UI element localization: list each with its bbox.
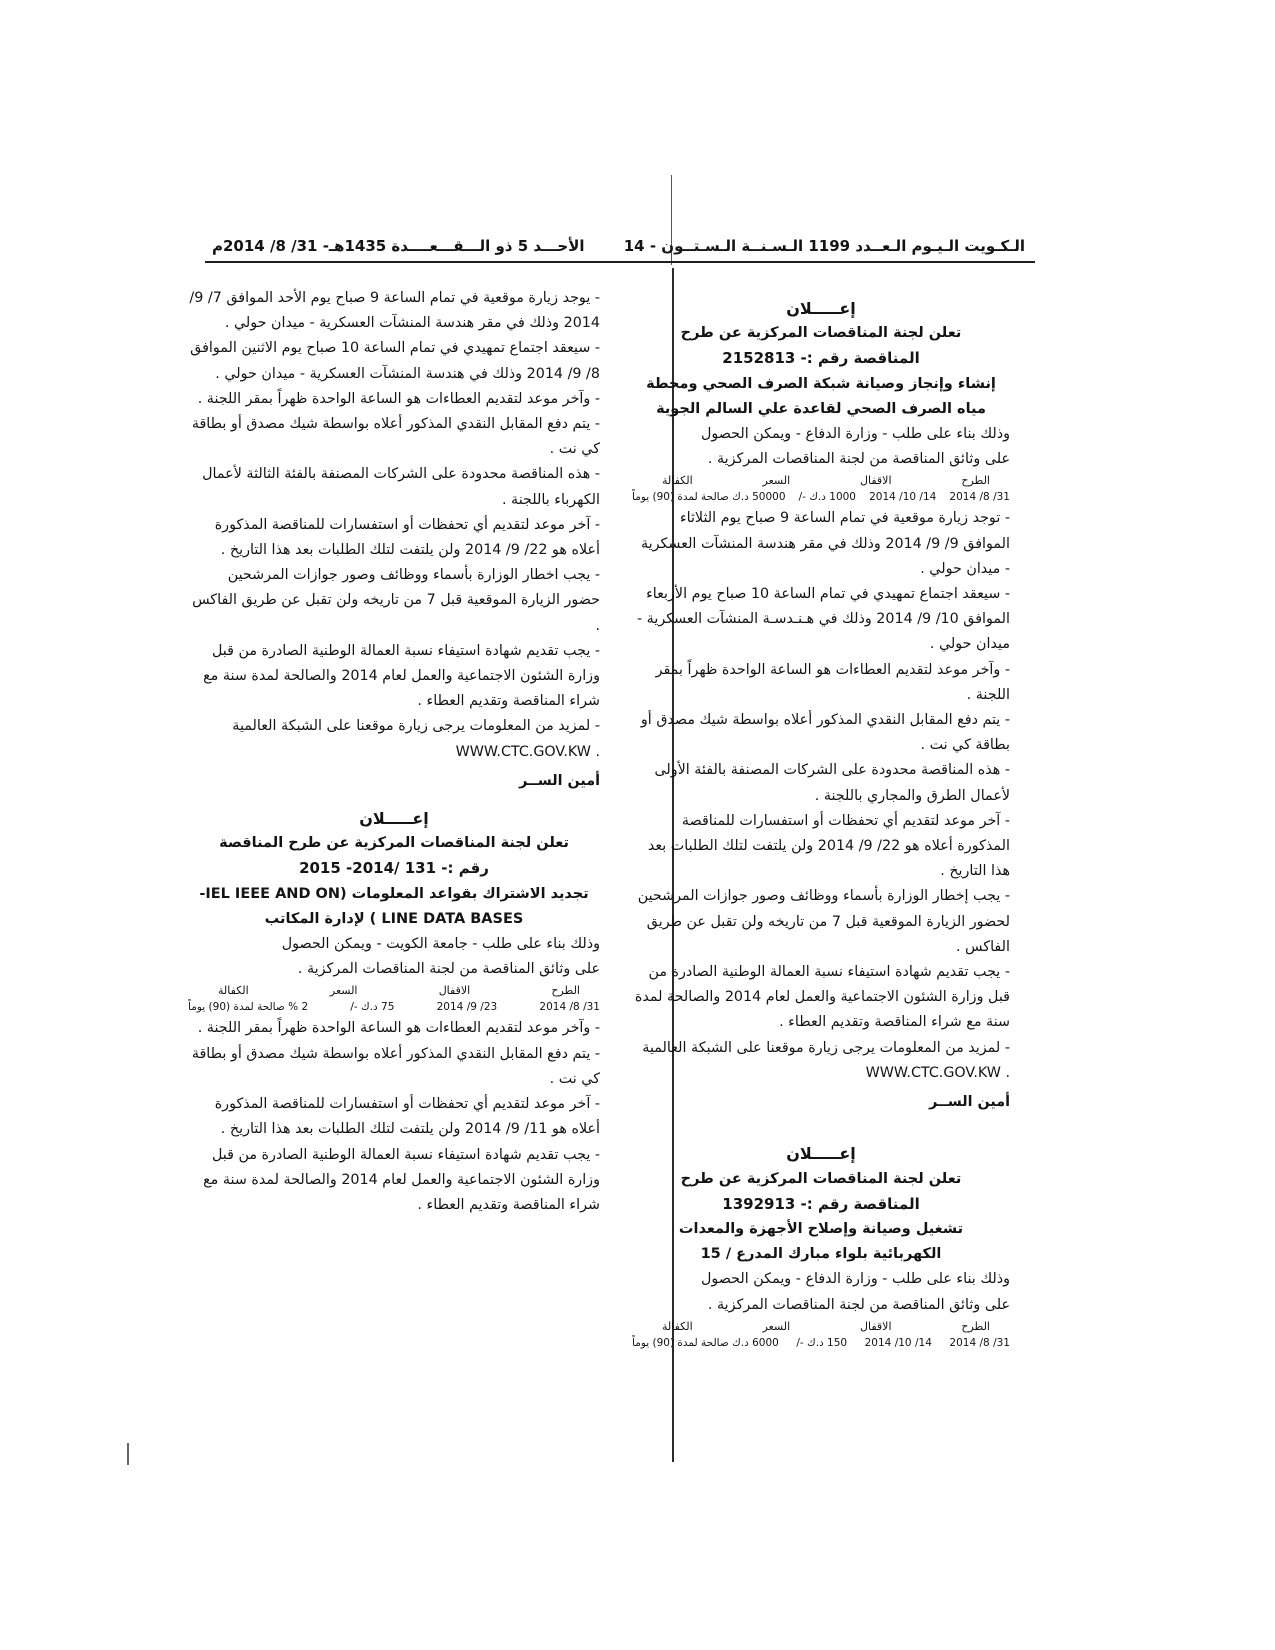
- table-cell: 2 % صالحة لمدة (90) يوماً: [188, 1001, 309, 1014]
- ad-paragraph: - يجب تقديم شهادة استيفاء نسبة العمالة الوطنية الصادرة من قبل وزارة الشئون الاجتماعية والعمل لعام 2014 والصالحة لمدة سنة مع شراء المناقصة وتقديم العطاء .: [203, 642, 600, 710]
- tender-subject: مياه الصرف الصحي لقاعدة علي السالم الجوية: [656, 400, 986, 417]
- ad-paragraph: - يجب تقديم شهادة استيفاء نسبة العمالة الوطنية الصادرة من قبل وزارة الشئون الاجتماعية والعمل لعام 2014 والصالحة لمدة سنة مع شراء المناقصة وتقديم العطاء .: [203, 1146, 600, 1213]
- table-header: الاقفال: [860, 1319, 892, 1333]
- ad-paragraph: - سيعقد اجتماع تمهيدي في تمام الساعة 10 صباح يوم الاثنين الموافق 8/ 9/ 2014 وذلك في هندسة المنشآت العسكرية - ميدان حولي .: [190, 340, 600, 382]
- tender-subject: تشغيل وصيانة وإصلاح الأجهزة والمعدات: [678, 1220, 964, 1237]
- table-header: السعر: [762, 474, 791, 488]
- table-header: السعر: [329, 984, 358, 998]
- spacer: [188, 794, 600, 806]
- tender-table: [188, 982, 600, 1016]
- table-cell: 31/ 8/ 2014: [949, 491, 1010, 504]
- ad-paragraph: - يوجد زيارة موقعية في تمام الساعة 9 صباح يوم الأحد الموافق 7/ 9/ 2014 وذلك في مقر هندسة المنشآت العسكرية - ميدان حولي .: [189, 290, 600, 332]
- table-header: الاقفال: [438, 984, 471, 998]
- ad-heading: إعـــــلان: [359, 809, 429, 829]
- table-cell: 6000 د.ك صالحة لمدة (90) يوماً: [632, 1336, 779, 1349]
- right-column: [632, 296, 1010, 1352]
- signature: أمين الســر: [519, 772, 600, 789]
- tender-subject: LINE DATA BASES ) لإدارة المكاتب: [264, 910, 524, 927]
- table-cell: 150 د.ك -/: [796, 1336, 848, 1349]
- announcement-ad1: [632, 296, 1010, 1115]
- signature: أمين الســر: [929, 1094, 1010, 1111]
- announcement-continued: [188, 286, 600, 794]
- ad-heading: إعـــــلان: [786, 1144, 856, 1164]
- table-row: [632, 1335, 1010, 1352]
- header-rule: [205, 261, 1035, 263]
- tender-number: المناقصة رقم :- 1392913: [722, 1194, 920, 1213]
- ad-paragraph: - وآخر موعد لتقديم العطاءات هو الساعة الواحدة ظهراً بمقر اللجنة .: [655, 661, 1010, 703]
- ad-intro: تعلن لجنة المناقصات المركزية عن طرح المناقصة: [219, 835, 569, 852]
- table-cell: 1000 د.ك -/: [798, 491, 856, 504]
- table-header: الكفالة: [662, 1319, 693, 1333]
- ad-paragraph: - يجب اخطار الوزارة بأسماء ووظائف وصور جوازات المرشحين حضور الزيارة الموقعية قبل 7 من تاريخه ولن تقبل عن طريق الفاكس .: [192, 567, 600, 634]
- table-header: الطرح: [961, 1319, 990, 1333]
- table-header-row: [632, 472, 1010, 489]
- ad-paragraph: - آخر موعد لتقديم أي تحفظات أو استفسارات للمناقصة المذكورة أعلاه هو 11/ 9/ 2014 ولن يلتفت لتلك الطلبات بعد هذا التاريخ .: [214, 1096, 600, 1138]
- table-cell: 31/ 8/ 2014: [949, 1336, 1010, 1349]
- header-issue-info: الـكـويت الـيـوم الـعــدد 1199 الـسـنــة الـسـتــون - 14: [623, 237, 1025, 255]
- ad-requester: على وثائق المناقصة من لجنة المناقصات المركزية .: [707, 1296, 1010, 1313]
- announcement-ad3: [188, 806, 600, 1218]
- table-row: [188, 999, 600, 1016]
- ad-heading: إعـــــلان: [786, 299, 856, 318]
- table-cell: 50000 د.ك صالحة لمدة (90) يوماً: [632, 491, 786, 504]
- scan-mark: [127, 1443, 129, 1465]
- tender-subject: الكهربائية بلواء مبارك المدرع / 15: [700, 1246, 942, 1263]
- header-date: الأحـــد 5 ذو الـــقـــعــــدة 1435هـ- 31/ 8/ 2014م: [212, 237, 585, 255]
- table-header: السعر: [762, 1319, 791, 1333]
- website-url: WWW.CTC.GOV.KW .: [865, 1064, 1010, 1081]
- tender-number: رقم :- 131 /2014- 2015: [299, 859, 489, 878]
- table-header-row: [188, 982, 600, 999]
- ad-requester: وذلك بناء على طلب - وزارة الدفاع - ويمكن الحصول: [701, 426, 1010, 443]
- table-header: الطرح: [961, 474, 990, 488]
- tender-number: المناقصة رقم :- 2152813: [722, 349, 920, 368]
- ad-requester: وذلك بناء على طلب - وزارة الدفاع - ويمكن الحصول: [701, 1271, 1010, 1288]
- ad-paragraph: - توجد زيارة موقعية في تمام الساعة 9 صباح يوم الثلاثاء الموافق 9/ 9/ 2014 وذلك في مقر هندسة المنشآت العسكرية - ميدان حولي .: [641, 510, 1010, 577]
- table-header-row: [632, 1318, 1010, 1335]
- ad-paragraph: - هذه المناقصة محدودة على الشركات المصنفة بالفئة الأولى لأعمال الطرق والمجاري باللجنة .: [654, 762, 1010, 804]
- ad-paragraph: - لمزيد من المعلومات يرجى زيارة موقعنا على الشبكة العالمية: [232, 718, 600, 735]
- ad-paragraph: - وآخر موعد لتقديم العطاءات هو الساعة الواحدة ظهراً بمقر اللجنة .: [197, 390, 600, 407]
- tender-subject: تجديد الاشتراك بقواعد المعلومات (IEL IEEE AND ON-: [199, 885, 589, 902]
- ad-intro: تعلن لجنة المناقصات المركزية عن طرح: [680, 1170, 962, 1187]
- ad-requester: وذلك بناء على طلب - جامعة الكويت - ويمكن الحصول: [281, 936, 600, 953]
- tender-table: [632, 472, 1010, 506]
- ad-requester: على وثائق المناقصة من لجنة المناقصات المركزية .: [297, 961, 600, 978]
- tender-table: [632, 1318, 1010, 1352]
- table-cell: 31/ 8/ 2014: [539, 1001, 600, 1014]
- ad-paragraph: - يتم دفع المقابل النقدي المذكور أعلاه بواسطة شيك مصدق أو بطاقة كي نت .: [640, 712, 1010, 754]
- announcement-ad2: [632, 1141, 1010, 1351]
- ad-paragraph: - يجب إخطار الوزارة بأسماء ووظائف وصور جوازات المرشحين لحضور الزيارة الموقعية قبل 7 من تاريخه ولن تقبل عن طريق الفاكس .: [637, 888, 1010, 955]
- left-column: [188, 286, 600, 1218]
- ad-paragraph: - وآخر موعد لتقديم العطاءات هو الساعة الواحدة ظهراً بمقر اللجنة .: [197, 1020, 600, 1037]
- ad-paragraph: - يتم دفع المقابل النقدي المذكور أعلاه بواسطة شيك مصدق أو بطاقة كي نت .: [191, 416, 600, 458]
- tender-subject: إنشاء وإنجاز وصيانة شبكة الصرف الصحي ومحطة: [646, 375, 996, 392]
- ad-paragraph: - هذه المناقصة محدودة على الشركات المصنفة بالفئة الثالثة لأعمال الكهرباء باللجنة .: [202, 466, 600, 508]
- table-cell: 23/ 9/ 2014: [436, 1001, 498, 1014]
- table-cell: 14/ 10/ 2014: [864, 1336, 932, 1349]
- table-cell: 75 د.ك -/: [350, 1001, 395, 1014]
- ad-paragraph: - آخر موعد لتقديم أي تحفظات أو استفسارات للمناقصة المذكورة أعلاه هو 22/ 9/ 2014 ولن يلتفت لتلك الطلبات بعد هذا التاريخ .: [647, 812, 1010, 880]
- table-header: الكفالة: [662, 474, 693, 488]
- ad-requester: على وثائق المناقصة من لجنة المناقصات المركزية .: [707, 451, 1010, 468]
- table-header: الاقفال: [860, 474, 892, 488]
- table-header: الطرح: [551, 984, 580, 998]
- table-header: الكفالة: [218, 984, 249, 998]
- ad-paragraph: - سيعقد اجتماع تمهيدي في تمام الساعة 10 صباح يوم الأربعاء الموافق 10/ 9/ 2014 وذلك في هـنـدسـة المنشآت العسكرية - ميدان حولي .: [636, 586, 1010, 653]
- table-row: [632, 489, 1010, 506]
- ad-paragraph: - يتم دفع المقابل النقدي المذكور أعلاه بواسطة شيك مصدق أو بطاقة كي نت .: [191, 1045, 600, 1087]
- ad-intro: تعلن لجنة المناقصات المركزية عن طرح: [680, 325, 962, 342]
- table-cell: 14/ 10/ 2014: [869, 491, 937, 504]
- ad-paragraph: - يجب تقديم شهادة استيفاء نسبة العمالة الوطنية الصادرة من قبل وزارة الشئون الاجتماعية والعمل لعام 2014 والصالحة لمدة سنة مع شراء المناقصة وتقديم العطاء .: [634, 964, 1010, 1031]
- website-url: WWW.CTC.GOV.KW .: [455, 743, 600, 760]
- ad-paragraph: - آخر موعد لتقديم أي تحفظات أو استفسارات للمناقصة المذكورة أعلاه هو 22/ 9/ 2014 ولن يلتفت لتلك الطلبات بعد هذا التاريخ .: [214, 516, 600, 559]
- spacer: [632, 1115, 1010, 1141]
- ad-paragraph: - لمزيد من المعلومات يرجى زيارة موقعنا على الشبكة العالمية: [642, 1039, 1010, 1056]
